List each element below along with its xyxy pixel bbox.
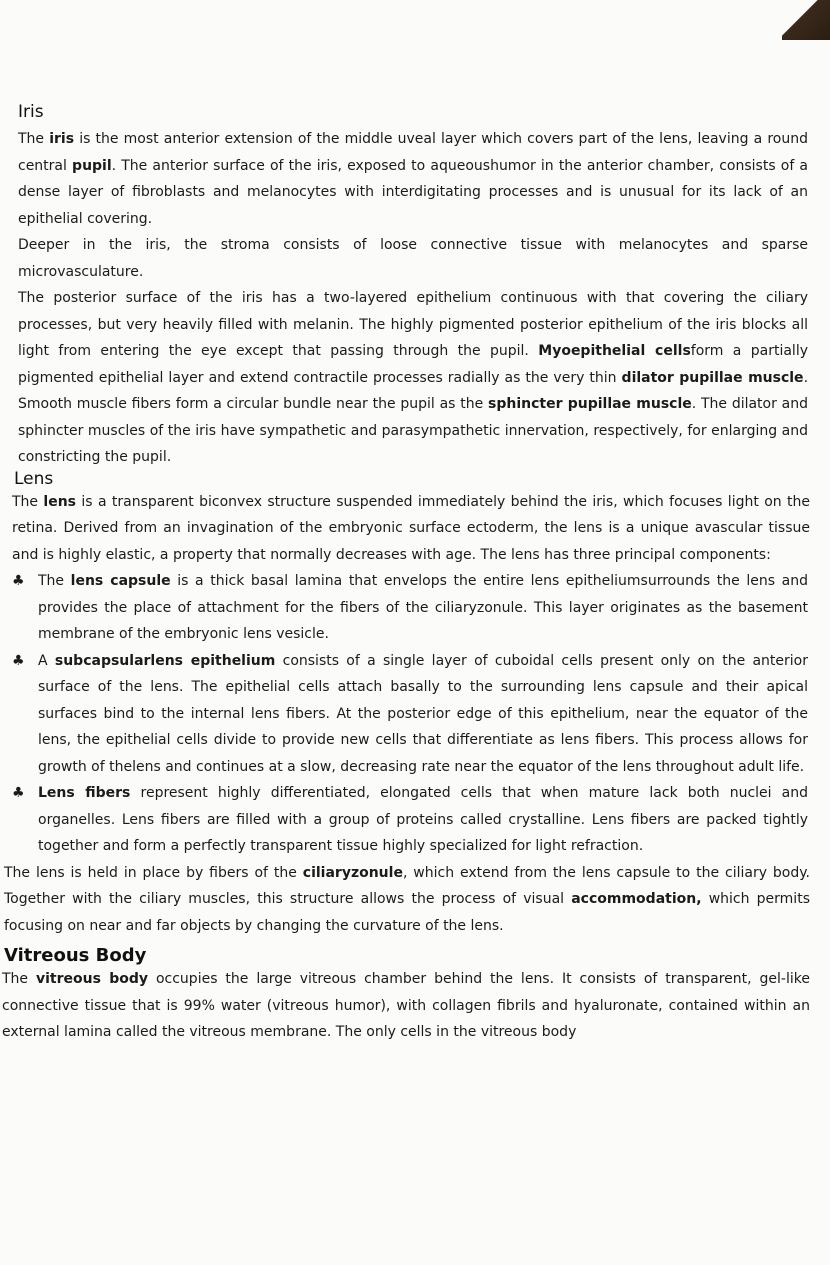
page-corner-shadow [782,0,830,40]
text-run: The [18,131,50,147]
list-item [12,648,808,781]
bold-term: Myoepithelial cells [538,343,691,359]
text-run: The [2,971,36,987]
paragraph [4,860,810,940]
text-run: is a transparent biconvex structure suspended immediately behind the iris, which focuses light on the retina. Derived from an invagination of the embryonic surface ectoderm, the lens is a unique avascular tissue and is highly elastic, a property that normally decreases with age. The lens has three principal components: [12,493,810,563]
bold-term: sphincter pupillae muscle [488,396,692,412]
list-item-text [38,785,808,854]
bold-term: pupil [72,157,112,174]
iris-section [0,102,830,471]
text-run: Deeper in the iris, the stroma consists of loose connective tissue with melanocytes and sparse microvasculature. [18,237,808,280]
bullet-icon: ♣ [12,652,25,669]
list-item [12,568,808,648]
bold-term: ciliaryzonule [302,864,403,881]
text-run: . The dilator and sphincter muscles of the iris have sympathetic and parasympathetic innervation, respectively, for enlarging and constricting the pupil. [18,396,809,465]
bold-term: lens capsule [70,573,171,589]
bold-term: Lens fibers [38,785,131,801]
section-heading-iris: Iris [18,102,44,122]
lens-section [0,469,830,940]
paragraph [18,126,808,232]
text-run: , which extend from the lens capsule to the ciliary body. Together with the ciliary muscles, this structure allows the process of visual [4,864,810,907]
text-run: A [38,652,55,669]
paragraph [2,966,810,1046]
text-run: which permits focusing on near and far objects by changing the curvature of the lens. [4,891,810,934]
bold-term: subcapsularlens epithelium [54,652,276,669]
bullet-icon: ♣ [12,573,25,589]
document-page [0,98,830,1046]
vitreous-section [0,945,830,1046]
text-run: The [12,493,44,510]
text-run: consists of a single layer of cuboidal cells present only on the anterior surface of the lens. The epithelial cells attach basally to the surrounding lens capsule and their apical surfaces bind to the internal lens fibers. At the posterior edge of this epithelium, near the equator of the lens, the epithelial cells divide to provide new cells that differentiate as lens fibers. This process allows for growth of thelens and continues at a slow, decreasing rate near the equator of the lens throughout adult life. [38,652,808,775]
text-run: The lens is held in place by fibers of the [4,864,303,881]
list-item-text [38,653,808,775]
list-item [12,780,808,860]
text-run: . Smooth muscle fibers form a circular bundle near the pupil as the [18,369,809,412]
list-item-text [38,573,808,642]
section-heading-lens: Lens [14,468,54,489]
section-heading-vitreous: Vitreous Body [4,945,147,966]
text-run: . The anterior surface of the iris, exposed to aqueoushumor in the anterior chamber, consists of a dense layer of fibroblasts and melanocytes with interdigitating processes and is unusual for its lack of an epithelial covering. [18,157,808,227]
text-run: represent highly differentiated, elongated cells that when mature lack both nuclei and organelles. Lens fibers are filled with a group of proteins called crystalline. Lens fibers are packed tightly together and form a perfectly transparent tissue highly specialized for light refraction. [38,785,808,854]
lens-components-list [0,568,830,860]
paragraph [18,285,808,471]
paragraph [18,232,808,285]
bold-term: vitreous body [35,971,149,987]
text-run: form a partially pigmented epithelial layer and extend contractile processes radially as the very thin [18,343,808,386]
text-run: is the most anterior extension of the middle uveal layer which covers part of the lens, leaving a round central [18,131,808,174]
text-run: The [38,573,71,589]
bullet-icon: ♣ [12,785,25,801]
bold-term: iris [49,131,75,147]
bold-term: accommodation, [571,891,702,907]
paragraph [12,489,810,569]
text-run: is a thick basal lamina that envelops the entire lens epitheliumsurrounds the lens and provides the place of attachment for the fibers of the ciliaryzonule. This layer originates as the basement membrane of the embryonic lens vesicle. [38,573,808,642]
bold-term: dilator pupillae muscle [621,369,804,386]
text-run: The posterior surface of the iris has a two-layered epithelium continuous with that covering the ciliary processes, but very heavily filled with melanin. The highly pigmented posterior epithelium of the iris blocks all light from entering the eye except that passing through the pupil. [18,290,808,359]
text-run: occupies the large vitreous chamber behind the lens. It consists of transparent, gel-like connective tissue that is 99% water (vitreous humor), with collagen fibrils and hyaluronate, contained within an external lamina called the vitreous membrane. The only cells in the vitreous body [2,971,810,1040]
bold-term: lens [43,493,77,510]
